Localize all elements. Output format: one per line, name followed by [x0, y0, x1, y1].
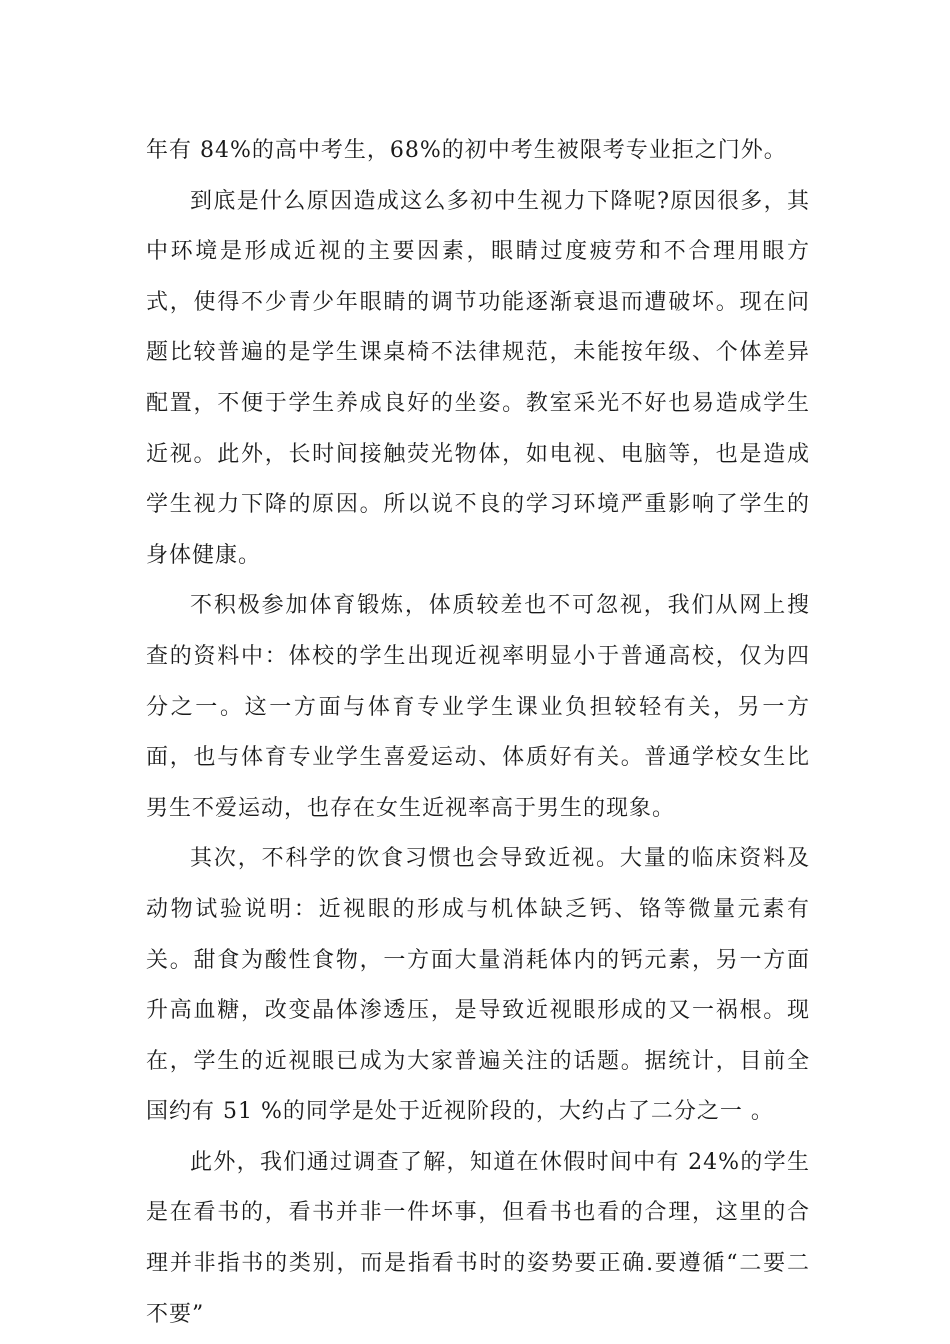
- paragraph-causes-environment: 到底是什么原因造成这么多初中生视力下降呢?原因很多，其中环境是形成近视的主要因素，眼睛过度疲劳和不合理用眼方式，使得不少青少年眼睛的调节功能逐渐衰退而遭破坏。现在问题比较普遍的是学生课桌椅不法律规范，未能按年级、个体差异配置，不便于学生养成良好的坐姿。教室采光不好也易造成学生近视。此外，长时间接触荧光物体，如电视、电脑等，也是造成学生视力下降的原因。所以说不良的学习环境严重影响了学生的身体健康。: [146, 188, 810, 568]
- paragraph-reading-posture: 此外，我们通过调查了解，知道在休假时间中有 24%的学生是在看书的，看书并非一件坏事，但看书也看的合理，这里的合理并非指书的类别，而是指看书时的姿势要正确.要遵循“二要二不要”: [146, 1149, 810, 1327]
- paragraph-physical-exercise: 不积极参加体育锻炼，体质较差也不可忽视，我们从网上搜查的资料中：体校的学生出现近视率明显小于普通高校，仅为四分之一。这一方面与体育专业学生课业负担较轻有关，另一方面，也与体育专业学生喜爱运动、体质好有关。普通学校女生比男生不爱运动，也存在女生近视率高于男生的现象。: [146, 593, 810, 821]
- paragraph-continuation: 年有 84%的高中考生，68%的初中考生被限考专业拒之门外。: [146, 138, 787, 163]
- document-body: [146, 126, 810, 1340]
- paragraph-diet-habits: 其次，不科学的饮食习惯也会导致近视。大量的临床资料及动物试验说明：近视眼的形成与机体缺乏钙、铬等微量元素有关。甜食为酸性食物，一方面大量消耗体内的钙元素，另一方面升高血糖，改变晶体渗透压，是导致近视眼形成的又一祸根。现在，学生的近视眼已成为大家普遍关注的话题。据统计，目前全国约有 51 %的同学是处于近视阶段的，大约占了二分之一 。: [146, 846, 810, 1125]
